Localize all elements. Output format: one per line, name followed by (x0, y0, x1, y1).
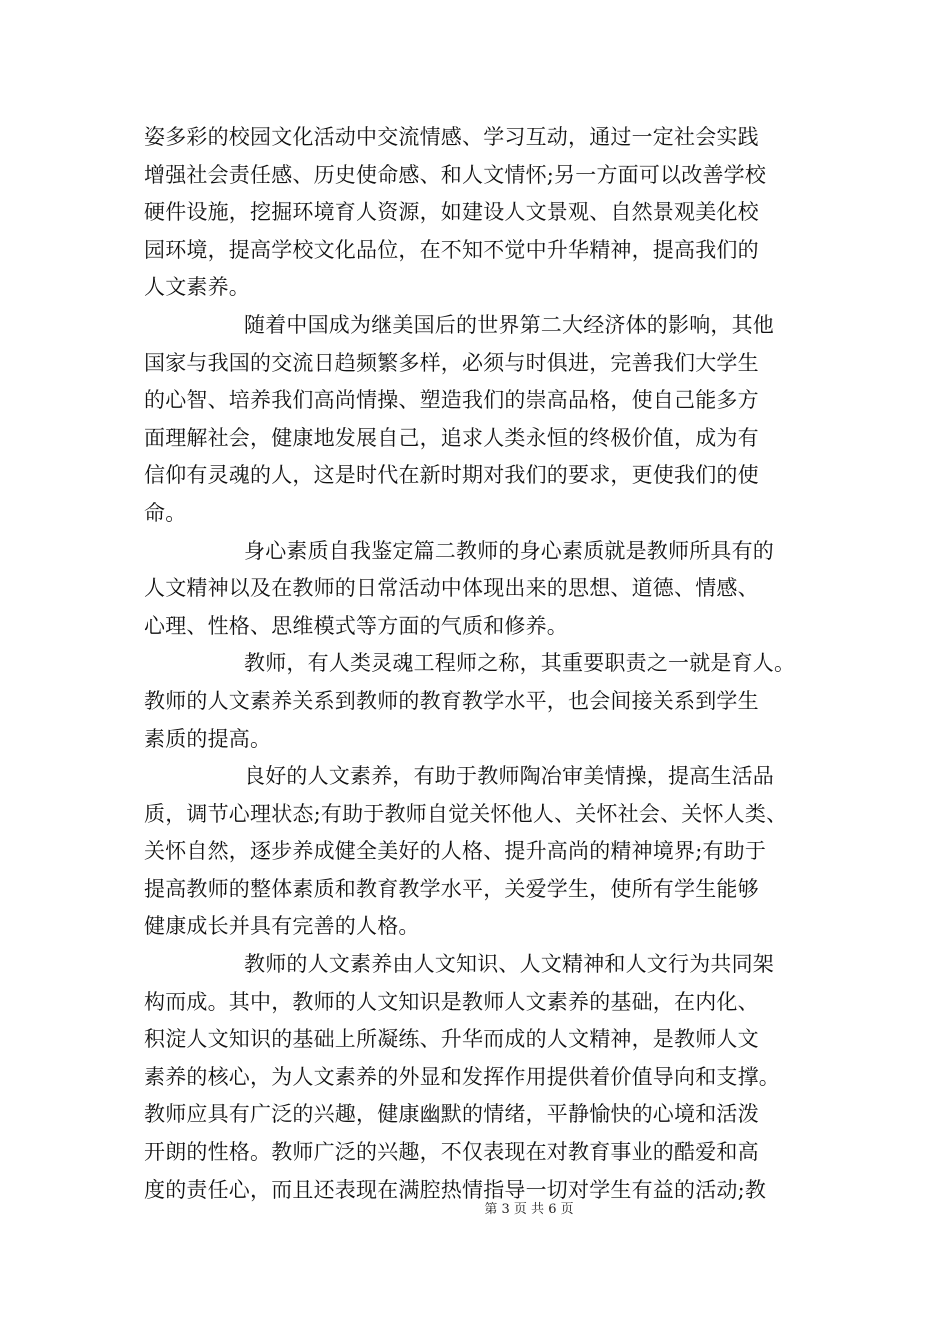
paragraph-6 (144, 946, 824, 1209)
text-line-indented: 随着中国成为继美国后的世界第二大经济体的影响，其他 (244, 312, 774, 337)
text-line-indented: 教师的人文素养由人文知识、人文精神和人文行为共同架 (244, 952, 774, 977)
paragraph-1 (144, 119, 824, 307)
text-line: 度的责任心，而且还表现在满腔热情指导一切对学生有益的活动;教 (144, 1177, 767, 1202)
text-line: 命。 (144, 500, 187, 525)
text-line: 提高教师的整体素质和教育教学水平，关爱学生，使所有学生能够 (144, 876, 759, 901)
text-line: 人文精神以及在教师的日常活动中体现出来的思想、道德、情感、 (144, 576, 759, 601)
text-line: 心理、性格、思维模式等方面的气质和修养。 (144, 613, 568, 638)
text-line-indented: 良好的人文素养，有助于教师陶冶审美情操，提高生活品 (244, 764, 774, 789)
text-line: 国家与我国的交流日趋频繁多样，必须与时俱进，完善我们大学生 (144, 350, 759, 375)
text-line: 姿多彩的校园文化活动中交流情感、学习互动，通过一定社会实践 (144, 125, 759, 149)
text-line: 关怀自然，逐步养成健全美好的人格、提升高尚的精神境界;有助于 (144, 839, 767, 864)
text-line: 园环境，提高学校文化品位，在不知不觉中升华精神，提高我们的 (144, 237, 759, 262)
page-number-footer: 第 3 页 共 6 页 (484, 1202, 574, 1217)
paragraph-5 (144, 758, 824, 946)
text-line: 构而成。其中，教师的人文知识是教师人文素养的基础，在内化、 (144, 989, 759, 1014)
text-line: 硬件设施，挖掘环境育人资源，如建设人文景观、自然景观美化校 (144, 200, 759, 225)
text-line: 信仰有灵魂的人，这是时代在新时期对我们的要求，更使我们的使 (144, 463, 759, 488)
paragraph-3 (144, 533, 824, 646)
text-line: 质，调节心理状态;有助于教师自觉关怀他人、关怀社会、关怀人类、 (144, 801, 788, 826)
text-line: 健康成长并具有完善的人格。 (144, 914, 420, 939)
paragraph-4 (144, 645, 824, 758)
text-line: 教师的人文素养关系到教师的教育教学水平，也会间接关系到学生 (144, 688, 759, 713)
text-line-indented: 教师，有人类灵魂工程师之称，其重要职责之一就是育人。 (244, 651, 796, 676)
text-line: 教师应具有广泛的兴趣，健康幽默的情绪，平静愉快的心境和活泼 (144, 1102, 759, 1127)
document-body (144, 119, 824, 1209)
text-line: 素质的提高。 (144, 726, 272, 751)
text-line: 增强社会责任感、历史使命感、和人文情怀;另一方面可以改善学校 (144, 162, 767, 187)
text-line: 人文素养。 (144, 275, 250, 300)
paragraph-2 (144, 307, 824, 533)
text-line: 的心智、培养我们高尚情操、塑造我们的崇高品格，使自己能多方 (144, 388, 759, 413)
text-line-indented: 身心素质自我鉴定篇二教师的身心素质就是教师所具有的 (244, 538, 774, 563)
text-line: 积淀人文知识的基础上所凝练、升华而成的人文精神，是教师人文 (144, 1027, 759, 1052)
text-line: 开朗的性格。教师广泛的兴趣，不仅表现在对教育事业的酷爱和高 (144, 1140, 759, 1165)
text-line: 面理解社会，健康地发展自己，追求人类永恒的终极价值，成为有 (144, 425, 759, 450)
text-line: 素养的核心，为人文素养的外显和发挥作用提供着价值导向和支撑。 (144, 1064, 780, 1089)
